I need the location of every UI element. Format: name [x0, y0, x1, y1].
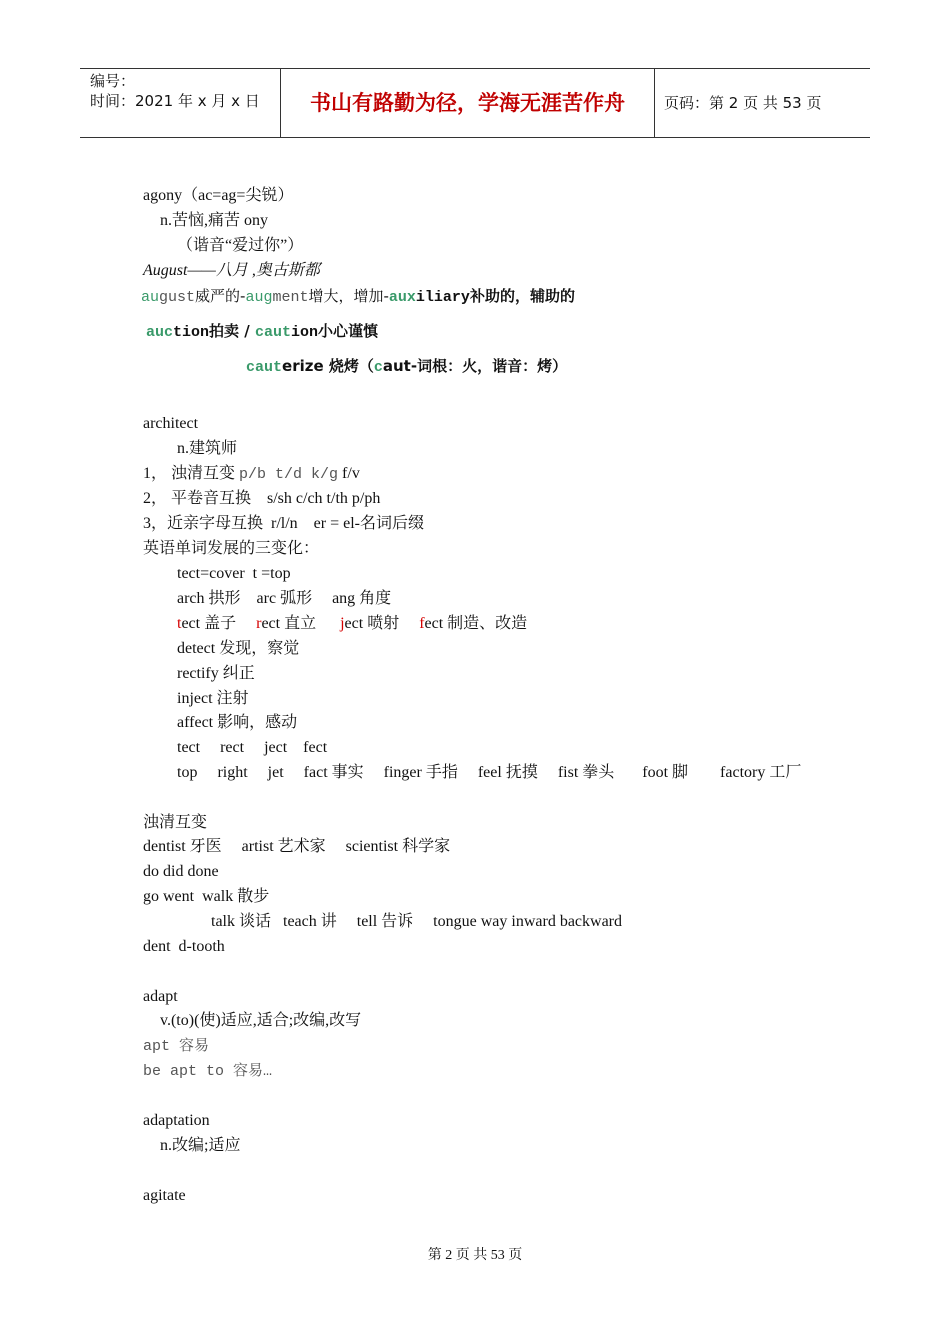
text-segment: ect 盖子 — [181, 615, 257, 632]
line-august-words — [141, 285, 575, 309]
line-rule-1 — [143, 463, 360, 486]
line-dent: dent d-tooth — [143, 938, 225, 955]
text-segment: j — [340, 615, 345, 632]
line-be-apt-to: be apt to 容易… — [143, 1063, 273, 1080]
line-arch: arch 拱形 arc 弧形 ang 角度 — [177, 590, 392, 607]
line-affect: affect 影响，感动 — [177, 714, 298, 731]
page-header — [80, 68, 870, 138]
line-adaptation: adaptation — [143, 1112, 210, 1129]
line-agony: agony（ac=ag=尖锐） — [143, 187, 294, 204]
text-segment: 1， 浊清互变 — [143, 465, 240, 482]
text-segment: r — [256, 615, 262, 632]
header-page-info: 页码：第 2 页 共 53 页 — [664, 94, 822, 112]
line-architect-def: n.建筑师 — [177, 440, 238, 457]
line-agony-note: （谐音“爱过你”） — [177, 237, 304, 254]
line-rule-3: 3，近亲字母互换 r/l/n er = el-名词后缀 — [143, 515, 424, 532]
text-segment: iliary — [415, 289, 470, 306]
text-segment: 拍卖 / — [209, 322, 255, 340]
text-segment: au — [141, 289, 160, 306]
line-dentist: dentist 牙医 artist 艺术家 scientist 科学家 — [143, 838, 451, 855]
header-motto: 书山有路勤为径，学海无涯苦作舟 — [281, 69, 655, 137]
line-august: August——八月 ,奥古斯都 — [143, 262, 320, 279]
line-auction — [146, 320, 378, 344]
line-adapt: adapt — [143, 988, 178, 1005]
line-detect: detect 发现，察觉 — [177, 640, 300, 657]
line-do: do did done — [143, 863, 219, 880]
line-voicing-heading: 浊清互变 — [143, 814, 208, 831]
line-tect-cover: tect=cover t =top — [177, 565, 291, 582]
text-segment: ect 制造、改造 — [424, 615, 528, 632]
line-agony-def: n.苦恼,痛苦 ony — [160, 212, 269, 229]
text-segment: aut-词根：火，谐音：烤） — [382, 357, 568, 375]
text-segment: ect 喷射 — [344, 615, 420, 632]
text-segment: erize 烧烤（ — [282, 357, 374, 375]
text-segment: aux — [388, 289, 416, 306]
text-segment: auc — [146, 324, 174, 341]
line-agitate: agitate — [143, 1187, 186, 1204]
line-roots: tect rect ject fect — [177, 739, 328, 756]
text-segment: 增大，增加- — [308, 287, 389, 305]
text-segment: f/v — [338, 465, 360, 482]
text-segment: 小心谨慎 — [318, 322, 379, 340]
text-segment: gust — [159, 289, 196, 306]
line-adapt-def: v.(to)(使)适应,适合;改编,改写 — [160, 1012, 362, 1029]
header-meta — [80, 69, 281, 137]
text-segment: ment — [272, 289, 309, 306]
text-segment: caut — [254, 324, 291, 341]
text-segment: f — [419, 615, 425, 632]
line-three-changes: 英语单词发展的三变化： — [143, 540, 320, 557]
text-segment: tion — [173, 324, 210, 341]
text-segment: t — [177, 615, 182, 632]
line-apt: apt 容易 — [143, 1038, 210, 1055]
text-segment: p/b t/d k/g — [239, 466, 339, 483]
text-segment: ion — [290, 324, 318, 341]
line-adaptation-def: n.改编;适应 — [160, 1137, 241, 1154]
line-rule-2: 2， 平卷音互换 s/sh c/ch t/th p/ph — [143, 490, 381, 507]
line-rectify: rectify 纠正 — [177, 665, 255, 682]
text-segment: aug — [245, 289, 273, 306]
line-ect-family — [177, 613, 527, 635]
text-segment: ect 直立 — [261, 615, 341, 632]
number-label: 编号： — [90, 72, 136, 90]
line-talk: talk 谈话 teach 讲 tell 告诉 tongue way inward backward — [211, 913, 623, 930]
text-segment: 补助的，辅助的 — [469, 287, 575, 305]
line-inject: inject 注射 — [177, 690, 249, 707]
time-label: 时间：2021 年 x 月 x 日 — [90, 92, 260, 110]
text-segment: 威严的- — [195, 287, 246, 305]
line-architect: architect — [143, 415, 199, 432]
text-segment: caut — [246, 359, 283, 376]
page-footer: 第 2 页 共 53 页 — [427, 1248, 523, 1263]
line-go: go went walk 散步 — [143, 888, 270, 905]
text-segment: c — [373, 359, 383, 376]
line-roots-examples: top right jet fact 事实 finger 手指 feel 抚摸 fist 拳头 foot 脚 factory 工厂 — [177, 764, 802, 781]
line-cauterize — [246, 355, 567, 379]
